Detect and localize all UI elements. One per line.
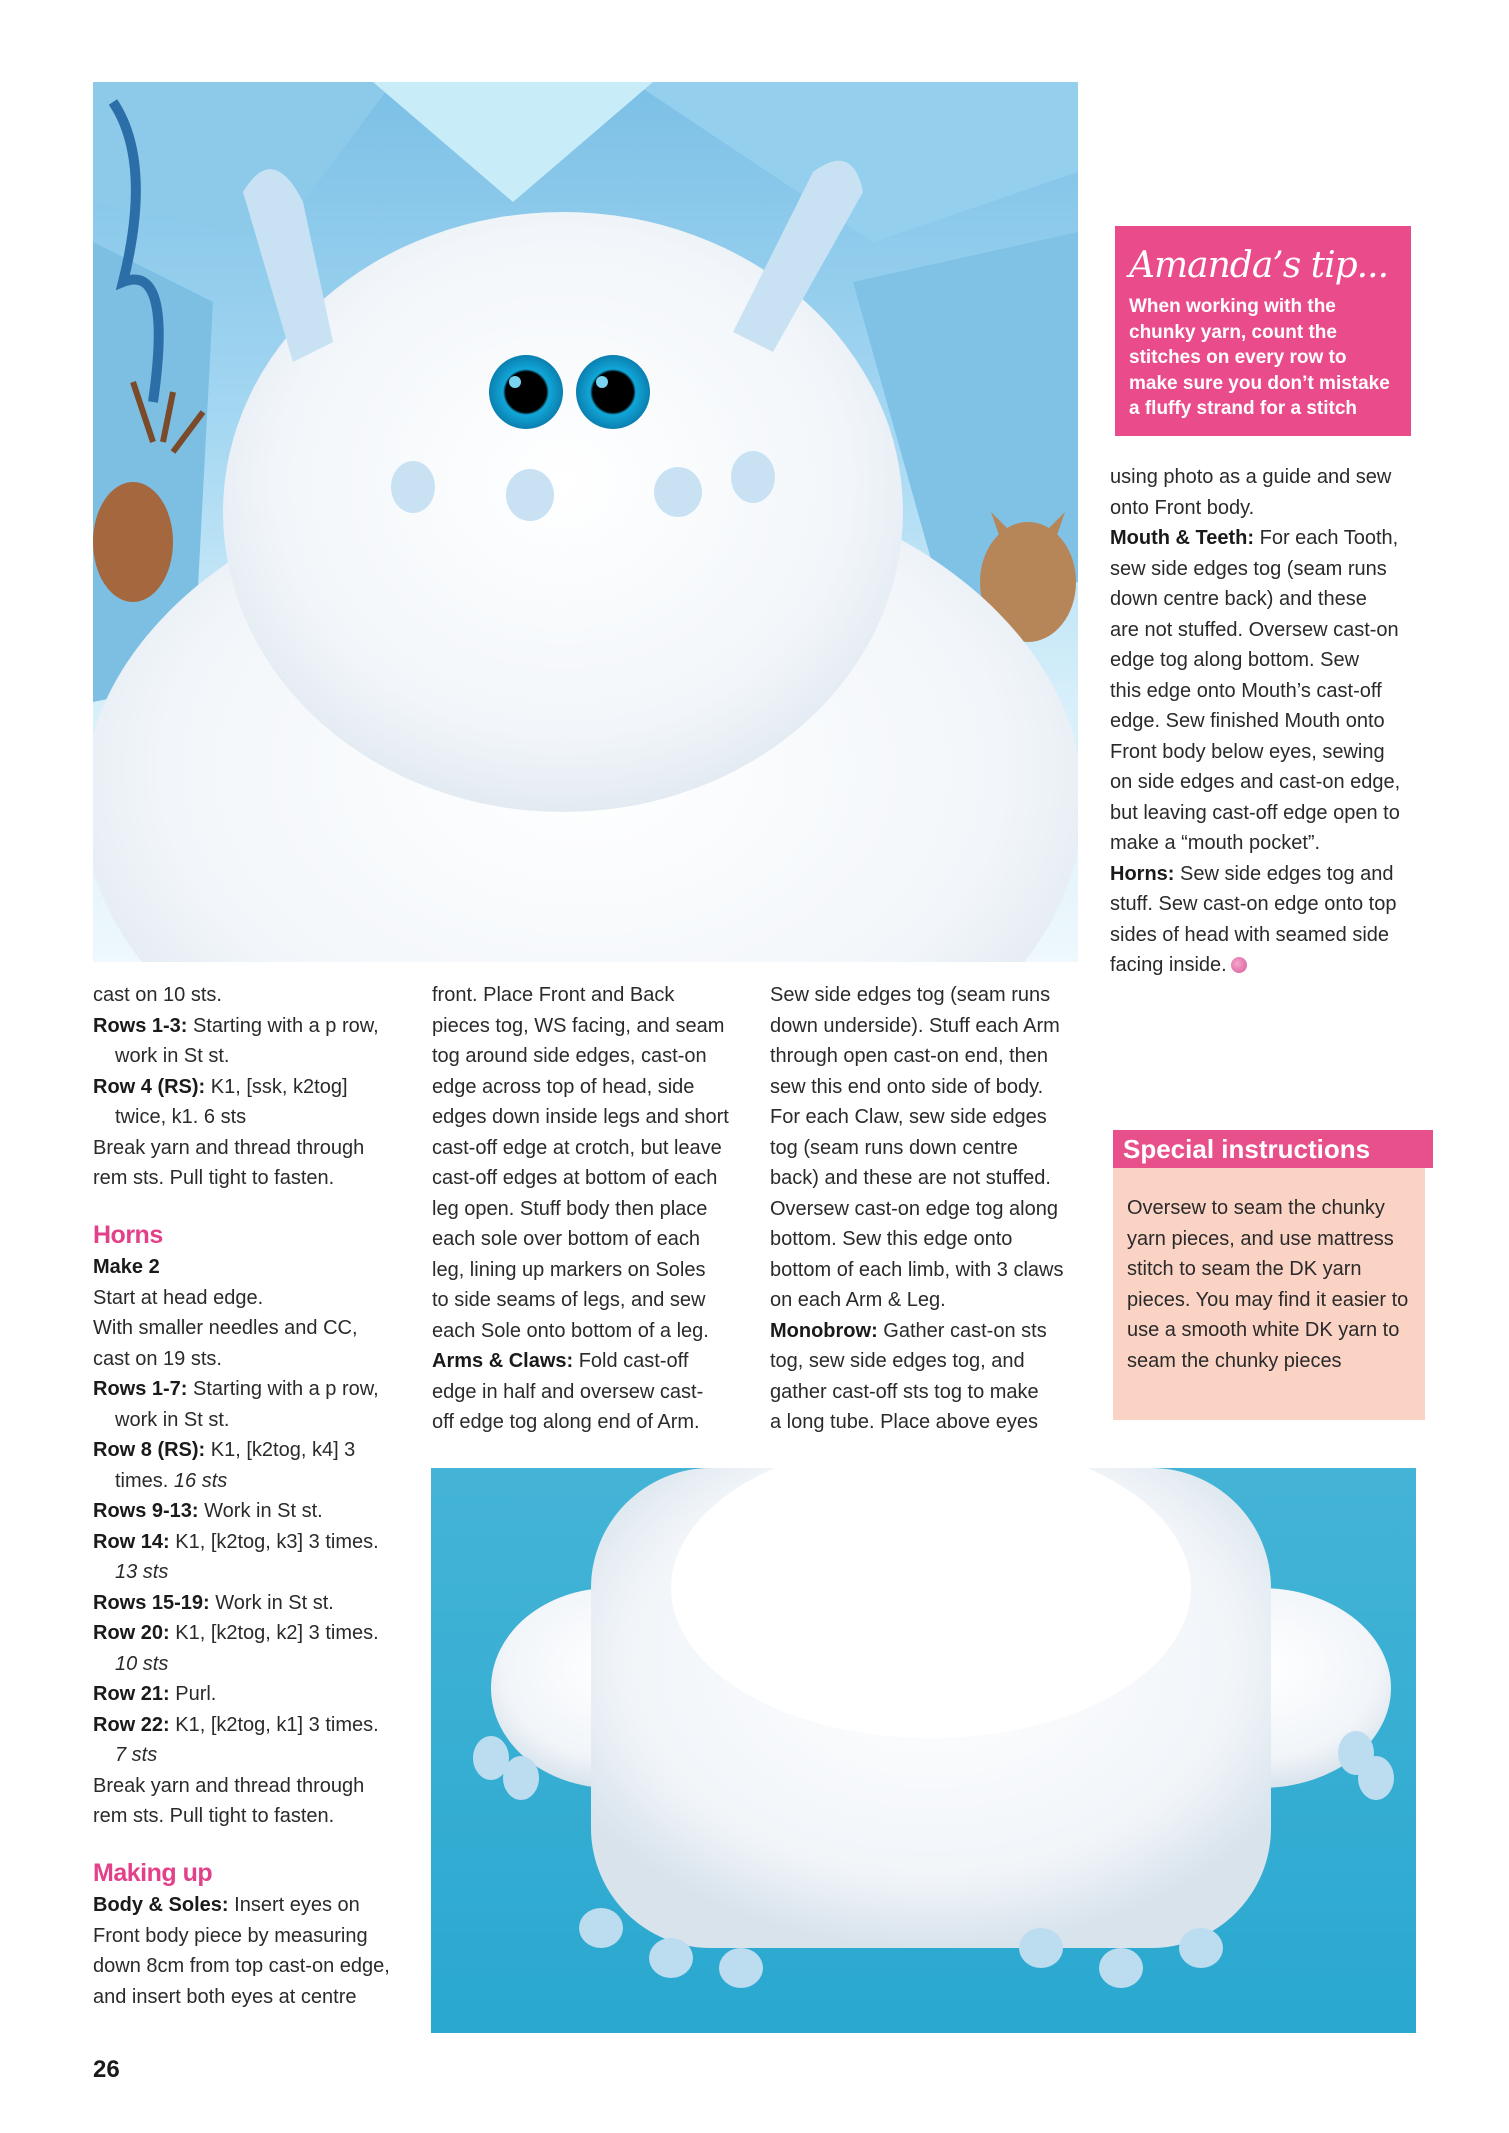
body-soles-label: Body & Soles: <box>93 1894 229 1916</box>
text-line: leg, lining up markers on Soles <box>432 1258 706 1281</box>
horns-heading: Horns <box>93 1220 163 1249</box>
text-line: this edge onto Mouth’s cast-off <box>1110 679 1382 702</box>
text-line: back) and these are not stuffed. <box>770 1167 1051 1189</box>
yarn-ball-icon <box>1231 957 1247 973</box>
mouth-teeth-instruction <box>1110 523 1440 554</box>
text-line: edges down inside legs and short <box>432 1106 729 1128</box>
text-span: Starting with a p row, <box>187 1378 379 1400</box>
text-line: sew side edges tog (seam runs <box>1110 557 1387 580</box>
text-line: tog around side edges, cast-on <box>432 1045 707 1067</box>
text-line: work in St st. <box>115 1408 230 1431</box>
row-instruction <box>93 1072 423 1103</box>
text-line: twice, k1. 6 sts <box>115 1106 247 1128</box>
text-line <box>1110 950 1440 981</box>
row-instruction <box>93 1374 423 1405</box>
text-span: K1, [ssk, k2tog] <box>205 1075 348 1098</box>
text-line: tog (seam runs down centre <box>770 1136 1018 1159</box>
row-label: Row 14: <box>93 1530 170 1553</box>
make-count: Make 2 <box>93 1256 160 1278</box>
yeti-back-illustration <box>431 1468 1416 2033</box>
text-line: edge. Sew finished Mouth onto <box>1110 710 1385 732</box>
text-line: make a “mouth pocket”. <box>1110 832 1321 854</box>
text-line: With smaller needles and CC, <box>93 1317 358 1339</box>
tip-title: Amanda’s tip... <box>1129 245 1389 286</box>
row-label: Rows 15-19: <box>93 1591 210 1614</box>
text-line: on side edges and cast-on edge, <box>1110 771 1401 793</box>
text-line: cast-off edges at bottom of each <box>432 1167 718 1189</box>
text-span: Sew side edges tog and <box>1174 862 1394 885</box>
text-line: pieces tog, WS facing, and seam <box>432 1014 725 1037</box>
text-line: a long tube. Place above eyes <box>770 1411 1038 1433</box>
text-line: each sole over bottom of each <box>432 1228 700 1250</box>
monobrow-instruction <box>770 1316 1110 1347</box>
monobrow-label: Monobrow: <box>770 1319 878 1342</box>
tip-body: When working with the chunky yarn, count the stitches on every row to make sure you don’t mistake a fluffy strand for a stitch <box>1129 296 1390 419</box>
text-line: cast on 19 sts. <box>93 1347 222 1370</box>
text-line: Front body piece by measuring <box>93 1924 368 1947</box>
text-span: Fold cast-off <box>573 1350 689 1372</box>
text-span: Work in St st. <box>209 1591 334 1614</box>
text-line: Break yarn and thread through <box>93 1136 365 1159</box>
text-line: edge in half and oversew cast- <box>432 1380 704 1403</box>
arms-claws-instruction <box>432 1346 762 1377</box>
horns-label: Horns: <box>1110 862 1175 885</box>
text-line: using photo as a guide and sew <box>1110 466 1392 488</box>
row-instruction <box>93 1496 423 1527</box>
amandas-tip-box <box>1115 226 1411 436</box>
text-line: Front body below eyes, sewing <box>1110 740 1385 763</box>
text-line: stuff. Sew cast-on edge onto top <box>1110 893 1397 915</box>
text-line: front. Place Front and Back <box>432 984 675 1006</box>
text-line: cast-off edge at crotch, but leave <box>432 1136 722 1159</box>
text-line: edge across top of head, side <box>432 1075 695 1098</box>
stitch-count: 10 sts <box>115 1652 169 1675</box>
text-line: are not stuffed. Oversew cast-on <box>1110 618 1399 641</box>
yeti-front-photo <box>93 82 1078 962</box>
text-line: cast on 10 sts. <box>93 984 222 1006</box>
row-instruction <box>93 1435 423 1466</box>
row-instruction <box>93 1618 423 1649</box>
row-label: Rows 1-3: <box>93 1014 188 1037</box>
text-line: sew this end onto side of body. <box>770 1075 1044 1098</box>
text-span: K1, [k2tog, k4] 3 <box>205 1439 356 1461</box>
mouth-teeth-label: Mouth & Teeth: <box>1110 527 1255 549</box>
text-line: down underside). Stuff each Arm <box>770 1014 1060 1037</box>
row-instruction <box>93 1588 423 1619</box>
text-line: Start at head edge. <box>93 1286 264 1309</box>
text-span: Purl. <box>169 1683 217 1705</box>
yeti-back-photo <box>431 1468 1416 2033</box>
text-span: times. <box>115 1469 174 1492</box>
text-line: sides of head with seamed side <box>1110 923 1390 946</box>
text-line: Oversew cast-on edge tog along <box>770 1197 1058 1220</box>
text-line <box>93 1466 423 1497</box>
text-span: Starting with a p row, <box>187 1014 379 1037</box>
text-line: off edge tog along end of Arm. <box>432 1411 700 1433</box>
text-line: tog, sew side edges tog, and <box>770 1350 1025 1372</box>
text-line: For each Claw, sew side edges <box>770 1106 1047 1128</box>
arms-claws-label: Arms & Claws: <box>432 1350 574 1372</box>
text-span: Gather cast-on sts <box>877 1319 1047 1342</box>
text-span: For each Tooth, <box>1254 527 1399 549</box>
row-instruction <box>93 1527 423 1558</box>
row-label: Row 20: <box>93 1622 170 1644</box>
text-span: Insert eyes on <box>228 1894 360 1916</box>
text-line: on each Arm & Leg. <box>770 1289 946 1311</box>
text-line: down centre back) and these <box>1110 588 1367 610</box>
column-4 <box>1110 462 1440 981</box>
row-label: Row 4 (RS): <box>93 1075 206 1098</box>
special-instructions-heading: Special instructions <box>1113 1130 1433 1168</box>
text-line: Break yarn and thread through <box>93 1774 365 1797</box>
stitch-count: 13 sts <box>115 1561 169 1583</box>
text-span: K1, [k2tog, k1] 3 times. <box>169 1713 379 1736</box>
horns-instruction <box>1110 859 1440 890</box>
text-line: bottom. Sew this edge onto <box>770 1228 1013 1250</box>
body-soles-instruction <box>93 1890 423 1921</box>
text-line: rem sts. Pull tight to fasten. <box>93 1805 335 1827</box>
text-line: and insert both eyes at centre <box>93 1985 357 2008</box>
text-line: edge tog along bottom. Sew <box>1110 649 1360 671</box>
row-label: Row 8 (RS): <box>93 1439 206 1461</box>
page-number: 26 <box>93 2056 120 2083</box>
column-2 <box>432 980 762 1438</box>
text-line: gather cast-off sts tog to make <box>770 1380 1039 1403</box>
text-span: K1, [k2tog, k2] 3 times. <box>169 1622 379 1644</box>
text-line: down 8cm from top cast-on edge, <box>93 1955 390 1977</box>
text-line: onto Front body. <box>1110 496 1255 519</box>
text-line: leg open. Stuff body then place <box>432 1197 708 1220</box>
row-instruction <box>93 1710 423 1741</box>
row-label: Row 21: <box>93 1683 170 1705</box>
special-instructions-body: Oversew to seam the chunky yarn pieces, and use mattress stitch to seam the DK yarn pieces. You may find it easier to use a smooth white DK yarn to seam the chunky pieces <box>1113 1168 1425 1420</box>
text-line: Sew side edges tog (seam runs <box>770 984 1051 1006</box>
text-span: facing inside. <box>1110 954 1227 976</box>
text-line: work in St st. <box>115 1045 230 1067</box>
text-line: each Sole onto bottom of a leg. <box>432 1319 709 1342</box>
text-span: Work in St st. <box>198 1500 323 1522</box>
column-3 <box>770 980 1110 1438</box>
yeti-front-illustration <box>93 82 1078 962</box>
making-up-heading: Making up <box>93 1858 213 1887</box>
text-line: but leaving cast-off edge open to <box>1110 801 1400 824</box>
row-label: Row 22: <box>93 1713 170 1736</box>
text-span: K1, [k2tog, k3] 3 times. <box>169 1530 379 1553</box>
stitch-count: 7 sts <box>115 1744 158 1766</box>
row-label: Rows 1-7: <box>93 1378 188 1400</box>
row-instruction <box>93 1011 423 1042</box>
text-line: rem sts. Pull tight to fasten. <box>93 1167 335 1189</box>
stitch-count: 16 sts <box>173 1469 228 1492</box>
text-line: bottom of each limb, with 3 claws <box>770 1258 1064 1281</box>
column-1 <box>93 980 423 2012</box>
row-label: Rows 9-13: <box>93 1500 199 1522</box>
text-line: through open cast-on end, then <box>770 1045 1048 1067</box>
row-instruction <box>93 1679 423 1710</box>
text-line: to side seams of legs, and sew <box>432 1289 706 1311</box>
